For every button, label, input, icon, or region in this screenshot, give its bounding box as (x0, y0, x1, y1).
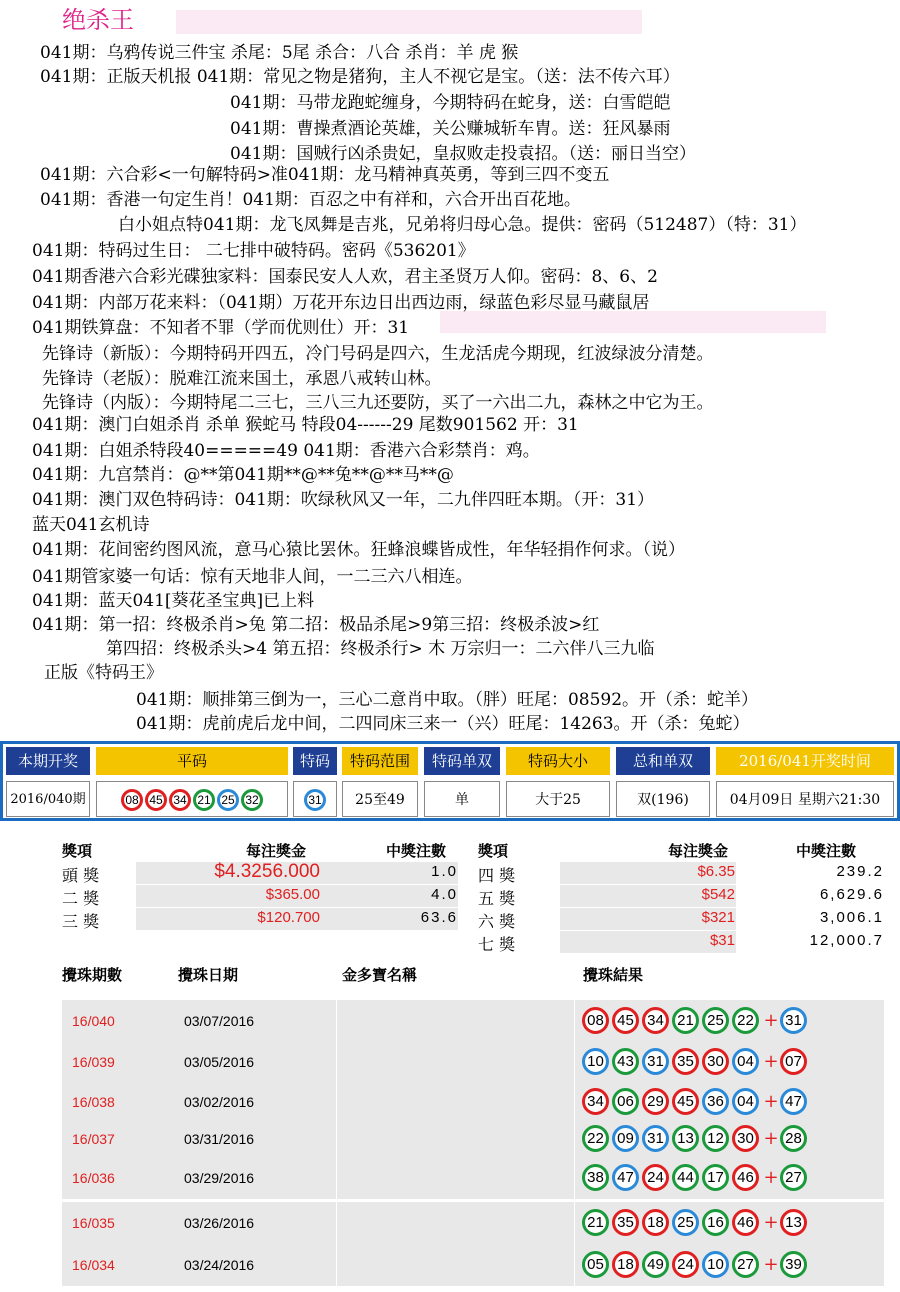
prize-amount: $321 (701, 909, 735, 926)
prize-header-amount-right: 每注獎金 (668, 842, 729, 860)
prediction-line: 041期：特码过生日： 二七排中破特码。密码《536201》 (32, 241, 475, 261)
history-result-balls (582, 1164, 810, 1191)
prediction-line: 蓝天041玄机诗 (32, 515, 150, 535)
result-ball: 30 (702, 1048, 729, 1075)
prediction-line: 041期：九宫禁肖：@**第041期**@**兔**@**马**@ (32, 465, 454, 485)
history-period: 16/034 (72, 1257, 115, 1273)
column-divider (336, 1041, 337, 1083)
history-row (62, 1202, 884, 1244)
result-ball: 12 (702, 1125, 729, 1152)
column-divider (336, 1081, 337, 1123)
prediction-line: 041期：六合彩<一句解特码>准041期：龙马精神真英勇，等到三四不变五 (40, 165, 610, 185)
page-title: 绝杀王 (62, 6, 134, 34)
prize-name: 三 獎 (62, 912, 100, 931)
prize-name: 四 獎 (478, 866, 516, 885)
prize-header-count-right: 中獎注數 (796, 842, 857, 860)
result-ball: 04 (732, 1048, 759, 1075)
history-result-balls (582, 1125, 810, 1152)
draw-time-value: 04月09日 星期六21:30 (716, 781, 894, 817)
result-ball: 21 (582, 1209, 609, 1236)
result-ball: 27 (732, 1251, 759, 1278)
prediction-line: 041期：花间密约图风流，意马心猿比罢休。狂蜂浪蝶皆成性，年华轻捐作何求。（说） (32, 540, 685, 560)
header-big-small: 特码大小 (506, 747, 610, 775)
big-small-value: 大于25 (506, 781, 610, 817)
prize-amount: $365.00 (265, 886, 320, 903)
prize-count: 4.0 (431, 886, 458, 903)
special-result-ball: 31 (780, 1007, 807, 1034)
prediction-line: 041期：香港一句定生肖！041期：百忍之中有祥和，六合开出百花地。 (40, 190, 581, 210)
history-date: 03/02/2016 (184, 1094, 255, 1110)
special-number (293, 781, 337, 817)
result-ball: 04 (732, 1088, 759, 1115)
column-divider (336, 1244, 337, 1286)
prize-name: 頭 獎 (62, 866, 100, 885)
prediction-line: 041期：乌鸦传说三件宝 杀尾：5尾 杀合：八合 杀肖：羊 虎 猴 (40, 43, 519, 63)
result-ball: 31 (642, 1048, 669, 1075)
column-divider (574, 1244, 575, 1286)
history-row (62, 1000, 884, 1042)
history-date: 03/31/2016 (184, 1131, 255, 1147)
regular-number-ball: 45 (145, 789, 167, 811)
history-row (62, 1157, 884, 1199)
prediction-line: 041期：顺排第三倒为一，三心二意肖中取。（胖）旺尾：08592。开（杀：蛇羊） (136, 690, 759, 710)
history-period: 16/036 (72, 1170, 115, 1186)
prediction-line: 041期：澳门白姐杀肖 杀单 猴蛇马 特段04------29 尾数901562 开：31 (32, 415, 579, 435)
prize-amount: $6.35 (697, 863, 735, 880)
range-value: 25至49 (342, 781, 418, 817)
prize-amount: $4.3256.000 (214, 861, 320, 882)
result-ball: 18 (642, 1209, 669, 1236)
history-date: 03/29/2016 (184, 1170, 255, 1186)
prediction-line: 先锋诗（老版）：脱难江流来国土，承恩八戒转山林。 (42, 369, 442, 389)
prediction-line: 先锋诗（内版）：今期特尾二三七，三八三九还要防，买了一六出二九，森林之中它为王。 (42, 393, 714, 413)
history-row (62, 1244, 884, 1286)
header-range: 特码范围 (342, 747, 418, 775)
header-sum-odd-even: 总和单双 (616, 747, 710, 775)
history-period: 16/035 (72, 1215, 115, 1231)
result-ball: 10 (582, 1048, 609, 1075)
result-ball: 35 (612, 1209, 639, 1236)
result-ball: 24 (642, 1164, 669, 1191)
history-date: 03/05/2016 (184, 1054, 255, 1070)
prediction-line: 第四招：终极杀头>4 第五招：终极杀行> 木 万宗归一：二六伴八三九临 (106, 639, 655, 659)
result-ball: 46 (732, 1209, 759, 1236)
history-result-balls (582, 1209, 810, 1236)
sum-odd-even-value: 双(196) (616, 781, 710, 817)
prize-header-name-right: 獎項 (478, 842, 509, 860)
special-result-ball: 39 (780, 1251, 807, 1278)
history-period: 16/040 (72, 1013, 115, 1029)
history-header-jackpot: 金多寶名稱 (342, 966, 418, 984)
prediction-line: 041期：国贼行凶杀贵妃，皇叔败走投袁招。（送：丽日当空） (230, 144, 696, 164)
history-header-date: 攪珠日期 (178, 966, 239, 984)
odd-even-value: 单 (424, 781, 500, 817)
prize-amount: $120.700 (257, 909, 320, 926)
result-ball: 47 (612, 1164, 639, 1191)
result-ball: 17 (702, 1164, 729, 1191)
prize-header-count: 中獎注數 (386, 842, 447, 860)
history-result-balls (582, 1007, 810, 1034)
regular-number-ball: 21 (193, 789, 215, 811)
plus-sign: + (763, 1254, 779, 1275)
result-ball: 21 (672, 1007, 699, 1034)
regular-number-ball: 08 (121, 789, 143, 811)
result-ball: 25 (702, 1007, 729, 1034)
prediction-line: 先锋诗（新版）：今期特码开四五，冷门号码是四六，生龙活虎今期现，红波绿波分清楚。 (42, 344, 714, 364)
prediction-line: 041期：蓝天041[葵花圣宝典]已上料 (32, 591, 315, 611)
prize-count: 1.0 (431, 863, 458, 880)
result-ball: 46 (732, 1164, 759, 1191)
prize-count: 12,000.7 (809, 932, 884, 949)
regular-number-ball: 25 (217, 789, 239, 811)
result-ball: 43 (612, 1048, 639, 1075)
prize-name: 二 獎 (62, 889, 100, 908)
plus-sign: + (763, 1091, 779, 1112)
special-result-ball: 47 (780, 1088, 807, 1115)
prediction-line: 041期：第一招：终极杀肖>兔 第二招：极品杀尾>9第三招：终极杀波>红 (32, 615, 600, 635)
prediction-line: 041期：曹操煮酒论英雄，关公赚城斩车胄。送：狂风暴雨 (230, 119, 671, 139)
prize-header-name: 獎項 (62, 842, 93, 860)
history-header-period: 攪珠期數 (62, 966, 123, 984)
column-divider (574, 1081, 575, 1123)
result-ball: 44 (672, 1164, 699, 1191)
result-ball: 24 (672, 1251, 699, 1278)
column-divider (574, 1118, 575, 1160)
history-period: 16/037 (72, 1131, 115, 1147)
title-highlight-bar (176, 10, 642, 34)
period-value: 2016/040期 (6, 781, 90, 817)
special-result-ball: 07 (780, 1048, 807, 1075)
column-divider (574, 1041, 575, 1083)
plus-sign: + (763, 1128, 779, 1149)
header-odd-even: 特码单双 (424, 747, 500, 775)
column-divider (336, 1118, 337, 1160)
result-ball: 06 (612, 1088, 639, 1115)
column-divider (336, 1157, 337, 1199)
prediction-line: 041期香港六合彩光碟独家料：国泰民安人人欢，君主圣贤万人仰。密码：8、6、2 (32, 267, 658, 287)
plus-sign: + (763, 1167, 779, 1188)
prize-header-amount: 每注獎金 (246, 842, 307, 860)
prize-count: 3,006.1 (819, 909, 884, 926)
column-divider (574, 1000, 575, 1042)
prize-name: 六 獎 (478, 912, 516, 931)
history-row (62, 1041, 884, 1083)
history-date: 03/07/2016 (184, 1013, 255, 1029)
result-ball: 25 (672, 1209, 699, 1236)
prize-count: 6,629.6 (819, 886, 884, 903)
prize-name: 五 獎 (478, 889, 516, 908)
special-number-ball: 31 (304, 789, 326, 811)
column-divider (574, 1157, 575, 1199)
result-ball: 34 (582, 1088, 609, 1115)
result-ball: 45 (672, 1088, 699, 1115)
header-regular: 平码 (96, 747, 288, 775)
result-ball: 05 (582, 1251, 609, 1278)
result-ball: 34 (642, 1007, 669, 1034)
prize-name: 七 獎 (478, 935, 516, 954)
history-period: 16/038 (72, 1094, 115, 1110)
history-date: 03/24/2016 (184, 1257, 255, 1273)
result-ball: 22 (732, 1007, 759, 1034)
regular-number-ball: 34 (169, 789, 191, 811)
result-ball: 31 (642, 1125, 669, 1152)
results-bar (0, 741, 900, 821)
history-period: 16/039 (72, 1054, 115, 1070)
history-result-balls (582, 1088, 810, 1115)
special-result-ball: 27 (780, 1164, 807, 1191)
history-result-balls (582, 1251, 810, 1278)
prize-count: 63.6 (420, 909, 458, 926)
prize-count: 239.2 (836, 863, 884, 880)
prediction-line: 白小姐点特041期：龙飞凤舞是吉兆，兄弟将归母心急。提供：密码（512487）（特：31） (118, 215, 807, 235)
result-ball: 35 (672, 1048, 699, 1075)
history-row (62, 1118, 884, 1160)
result-ball: 22 (582, 1125, 609, 1152)
header-special: 特码 (293, 747, 337, 775)
prediction-line: 041期：马带龙跑蛇缠身，今期特码在蛇身，送：白雪皑皑 (230, 93, 671, 113)
prediction-line: 041期：澳门双色特码诗：041期：吹绿秋风又一年，二九伴四旺本期。（开：31） (32, 490, 655, 510)
result-ball: 10 (702, 1251, 729, 1278)
column-divider (574, 1202, 575, 1244)
column-divider (336, 1202, 337, 1244)
prediction-line: 041期：白姐杀特段40=====49 041期：香港六合彩禁肖：鸡。 (32, 441, 540, 461)
special-result-ball: 28 (780, 1125, 807, 1152)
prediction-line: 041期铁算盘：不知者不罪（学而优则仕）开：31 (32, 318, 410, 338)
result-ball: 45 (612, 1007, 639, 1034)
prize-amount: $31 (709, 932, 735, 949)
result-ball: 16 (702, 1209, 729, 1236)
result-ball: 13 (672, 1125, 699, 1152)
history-date: 03/26/2016 (184, 1215, 255, 1231)
prediction-line: 正版《特码王》 (44, 663, 163, 683)
regular-numbers (96, 781, 288, 817)
special-result-ball: 13 (780, 1209, 807, 1236)
result-ball: 09 (612, 1125, 639, 1152)
result-ball: 38 (582, 1164, 609, 1191)
regular-number-ball: 32 (241, 789, 263, 811)
column-divider (336, 1000, 337, 1042)
prediction-line: 041期管家婆一句话：惊有天地非人间，一二三六八相连。 (32, 567, 473, 587)
history-result-balls (582, 1048, 810, 1075)
prediction-line: 041期：正版天机报 041期：常见之物是猪狗，主人不视它是宝。（送：法不传六耳） (40, 67, 680, 87)
result-ball: 36 (702, 1088, 729, 1115)
history-header-result: 攪珠結果 (583, 966, 644, 984)
prediction-line: 041期：内部万花来料：（041期）万花开东边日出西边雨，绿蓝色彩尽显马藏鼠居 (32, 293, 650, 313)
plus-sign: + (763, 1212, 779, 1233)
result-ball: 49 (642, 1251, 669, 1278)
plus-sign: + (763, 1010, 779, 1031)
line-highlight-bar (440, 311, 826, 333)
plus-sign: + (763, 1051, 779, 1072)
header-period: 本期开奖 (6, 747, 90, 775)
result-ball: 08 (582, 1007, 609, 1034)
header-draw-time: 2016/041开奖时间 (716, 747, 894, 775)
prize-amount: $542 (701, 886, 735, 903)
result-ball: 30 (732, 1125, 759, 1152)
history-row (62, 1081, 884, 1123)
prediction-line: 041期：虎前虎后龙中间，二四同床三来一（兴）旺尾：14263。开（杀：兔蛇） (136, 714, 750, 734)
result-ball: 18 (612, 1251, 639, 1278)
result-ball: 29 (642, 1088, 669, 1115)
